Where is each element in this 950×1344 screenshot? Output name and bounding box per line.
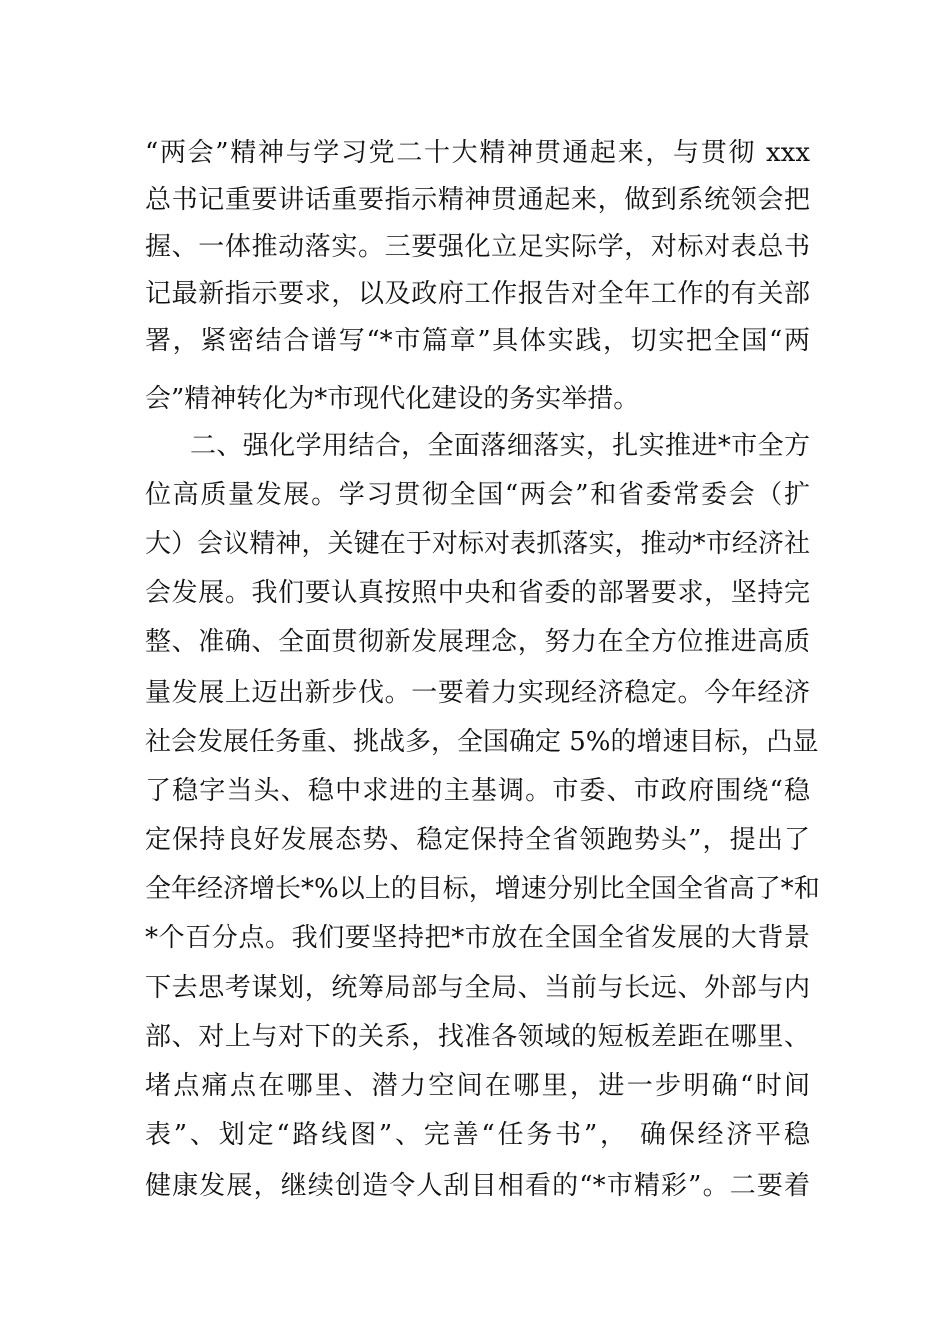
text-line: 全年经济增长*%以上的目标，增速分别比全国全省高了*和 [145, 874, 820, 904]
text-line: 定保持良好发展态势、稳定保持全省领跑势头”，提出了 [145, 825, 810, 855]
text-line: 位高质量发展。学习贯彻全国“两会”和省委常委会（扩 [145, 480, 810, 510]
text-line: 整、准确、全面贯彻新发展理念，努力在全方位推进高质 [145, 627, 810, 657]
text-line: 总书记重要讲话重要指示精神贯通起来，做到系统领会把 [145, 185, 810, 215]
paragraph-start-line: 二、强化学用结合，全面落细落实，扎实推进*市全方 [190, 431, 810, 461]
text-line: 量发展上迈出新步伐。一要着力实现经济稳定。今年经济 [145, 678, 810, 708]
text-line: 部、对上与对下的关系，找准各领域的短板差距在哪里、 [145, 1022, 810, 1052]
text-line: 会发展。我们要认真按照中央和省委的部署要求，坚持完 [145, 578, 810, 608]
text-line: *个百分点。我们要坚持把*市放在全国全省发展的大背景 [145, 923, 810, 953]
text-line: 了稳字当头、稳中求进的主基调。市委、市政府围绕“稳 [145, 776, 810, 806]
text-line: 握、一体推动落实。三要强化立足实际学，对标对表总书 [145, 232, 810, 262]
text-line: 表”、划定“路线图”、完善“任务书”， 确保经济平稳 [145, 1120, 810, 1150]
text-line: 社会发展任务重、挑战多，全国确定 5%的增速目标，凸显 [145, 727, 819, 757]
text-line: 下去思考谋划，统筹局部与全局、当前与长远、外部与内 [145, 973, 810, 1003]
text-line: 大）会议精神，关键在于对标对表抓落实，推动*市经济社 [145, 529, 810, 559]
text-line: “两会”精神与学习党二十大精神贯通起来，与贯彻 xxx [145, 138, 810, 168]
text-line: 堵点痛点在哪里、潜力空间在哪里，进一步明确“时间 [145, 1071, 810, 1101]
text-line: 署，紧密结合谱写“*市篇章”具体实践，切实把全国“两 [145, 326, 810, 356]
text-line: 健康发展，继续创造令人刮目相看的“*市精彩”。二要着 [145, 1171, 810, 1201]
text-line: 会”精神转化为*市现代化建设的务实举措。 [145, 384, 640, 414]
text-line: 记最新指示要求，以及政府工作报告对全年工作的有关部 [145, 279, 810, 309]
